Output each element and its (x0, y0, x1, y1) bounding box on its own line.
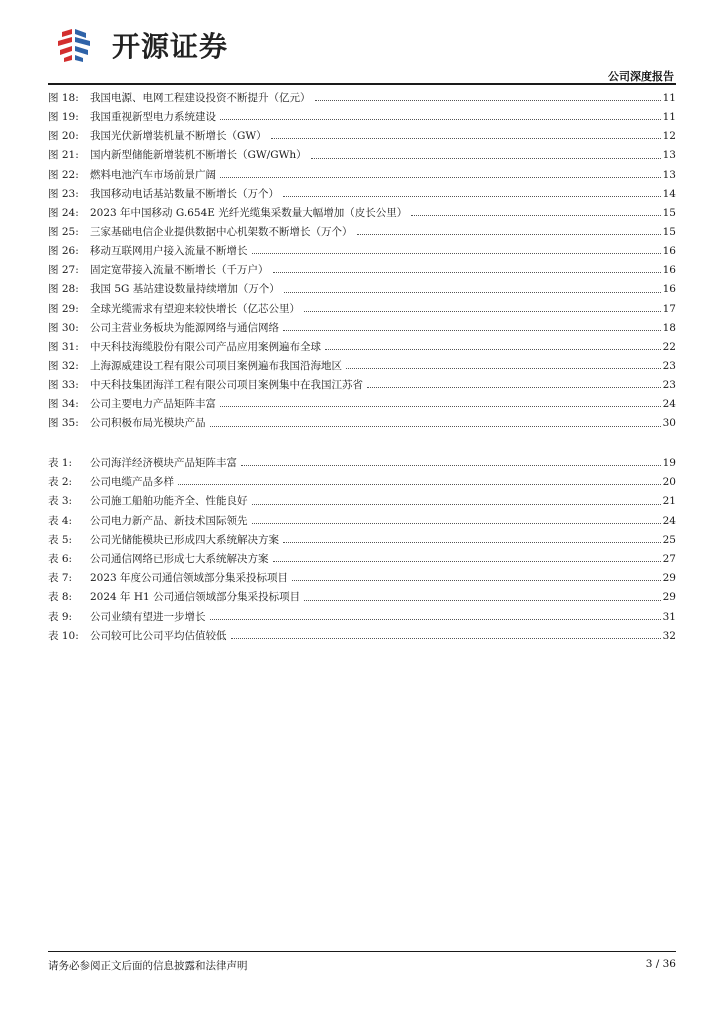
dot-leader (231, 638, 661, 639)
entry-number: 图 25: (48, 225, 79, 238)
entry-title: 国内新型储能新增装机不断增长（GW/GWh） (90, 149, 307, 162)
entry-number: 图 31: (48, 340, 79, 353)
entry-number: 图 21: (48, 149, 79, 162)
entry-number: 表 9: (48, 610, 73, 623)
entry-number: 图 19: (48, 111, 79, 124)
entry-title: 我国 5G 基站建设数量持续增加（万个） (90, 283, 280, 296)
dot-leader (220, 406, 661, 407)
entry-title: 移动互联网用户接入流量不断增长 (90, 245, 248, 258)
page-number: 3 / 36 (645, 958, 676, 970)
entry-page: 23 (662, 379, 676, 392)
figure-entry[interactable] (48, 223, 676, 242)
figure-entry[interactable] (48, 146, 676, 165)
entry-number: 图 34: (48, 398, 79, 411)
entry-page: 11 (662, 92, 676, 104)
table-entry[interactable] (48, 454, 676, 473)
entry-number: 表 7: (48, 572, 73, 585)
dot-leader (220, 177, 661, 178)
dot-leader (252, 523, 661, 524)
entry-number: 表 2: (48, 476, 73, 489)
table-entry[interactable] (48, 492, 676, 511)
entry-number: 表 5: (48, 533, 73, 546)
dot-leader (252, 504, 661, 505)
entry-page: 29 (662, 591, 676, 604)
entry-number: 图 26: (48, 245, 79, 258)
entry-title: 公司积极布局光模块产品 (90, 417, 206, 430)
entry-number: 表 4: (48, 514, 73, 527)
entry-number: 图 18: (48, 92, 79, 104)
dot-leader (241, 465, 661, 466)
entry-page: 13 (662, 168, 676, 181)
dot-leader (220, 119, 661, 120)
figure-entry[interactable] (48, 242, 676, 261)
dot-leader (271, 138, 661, 139)
entry-number: 表 8: (48, 591, 73, 604)
entry-page: 30 (662, 417, 676, 430)
entry-page: 12 (662, 130, 676, 143)
entry-title: 2023 年中国移动 G.654E 光纤光缆集采数量大幅增加（皮长公里） (90, 206, 408, 219)
entry-page: 27 (662, 552, 676, 565)
entry-page: 21 (662, 495, 676, 508)
entry-number: 图 29: (48, 302, 79, 315)
figure-entry[interactable] (48, 414, 676, 433)
dot-leader (284, 292, 661, 293)
company-logo (56, 26, 228, 64)
entry-number: 图 35: (48, 417, 79, 430)
entry-title: 上海源威建设工程有限公司项目案例遍布我国沿海地区 (90, 359, 342, 372)
page-header (48, 24, 676, 82)
entry-page: 31 (662, 610, 676, 623)
figure-entry[interactable] (48, 280, 676, 299)
figure-entry[interactable] (48, 204, 676, 223)
figure-entry[interactable] (48, 108, 676, 127)
entry-page: 23 (662, 359, 676, 372)
figure-entry[interactable] (48, 166, 676, 185)
figure-entry[interactable] (48, 319, 676, 338)
entry-number: 图 27: (48, 264, 79, 277)
entry-title: 我国重视新型电力系统建设 (90, 111, 216, 124)
entry-title: 中天科技集团海洋工程有限公司项目案例集中在我国江苏省 (90, 379, 363, 392)
entry-title: 公司通信网络已形成七大系统解决方案 (90, 552, 269, 565)
entry-page: 16 (662, 283, 676, 296)
dot-leader (304, 600, 661, 601)
entry-title: 我国光伏新增装机量不断增长（GW） (90, 130, 267, 143)
table-entry[interactable] (48, 531, 676, 550)
entry-page: 19 (662, 457, 676, 469)
entry-page: 18 (662, 321, 676, 334)
entry-page: 22 (662, 340, 676, 353)
entry-title: 燃料电池汽车市场前景广阔 (90, 168, 216, 181)
entry-title: 公司主要电力产品矩阵丰富 (90, 398, 216, 411)
entry-page: 24 (662, 514, 676, 527)
entry-page: 16 (662, 245, 676, 258)
dot-leader (252, 253, 661, 254)
entry-title: 固定宽带接入流量不断增长（千万户） (90, 264, 269, 277)
entry-number: 表 10: (48, 629, 79, 642)
entry-page: 29 (662, 572, 676, 585)
logo-text: 开源证券 (112, 30, 229, 63)
entry-number: 图 28: (48, 283, 79, 296)
entry-title: 公司海洋经济模块产品矩阵丰富 (90, 457, 237, 469)
dot-leader (315, 100, 661, 101)
dot-leader (210, 619, 661, 620)
entry-title: 三家基础电信企业提供数据中心机架数不断增长（万个） (90, 225, 353, 238)
figure-entry[interactable] (48, 376, 676, 395)
figure-index (48, 89, 676, 434)
entry-title: 公司业绩有望进一步增长 (90, 610, 206, 623)
dot-leader (210, 426, 661, 427)
entry-title: 公司主营业务板块为能源网络与通信网络 (90, 321, 279, 334)
dot-leader (283, 542, 661, 543)
table-entry[interactable] (48, 569, 676, 588)
dot-leader (311, 158, 661, 159)
entry-number: 图 22: (48, 168, 79, 181)
entry-number: 表 3: (48, 495, 73, 508)
entry-page: 20 (662, 476, 676, 489)
legal-disclaimer: 请务必参阅正文后面的信息披露和法律声明 (48, 960, 248, 972)
entry-page: 16 (662, 264, 676, 277)
figure-entry[interactable] (48, 300, 676, 319)
entry-title: 我国移动电话基站数量不断增长（万个） (90, 187, 279, 200)
entry-title: 我国电源、电网工程建设投资不断提升（亿元） (90, 92, 311, 104)
entry-number: 图 33: (48, 379, 79, 392)
entry-page: 15 (662, 225, 676, 238)
entry-number: 表 6: (48, 552, 73, 565)
report-type-label: 公司深度报告 (608, 70, 674, 83)
entry-page: 25 (662, 533, 676, 546)
dot-leader (292, 580, 661, 581)
dot-leader (411, 215, 660, 216)
entry-page: 15 (662, 206, 676, 219)
header-divider (48, 83, 676, 85)
entry-page: 17 (662, 302, 676, 315)
entry-number: 图 23: (48, 187, 79, 200)
table-index (48, 454, 676, 646)
entry-page: 13 (662, 149, 676, 162)
table-entry[interactable] (48, 473, 676, 492)
table-entry[interactable] (48, 588, 676, 607)
entry-title: 2023 年度公司通信领域部分集采投标项目 (90, 572, 289, 585)
dot-leader (325, 349, 661, 350)
entry-page: 32 (662, 629, 676, 642)
figure-entry[interactable] (48, 261, 676, 280)
entry-title: 中天科技海缆股份有限公司产品应用案例遍布全球 (90, 340, 321, 353)
entry-number: 表 1: (48, 457, 73, 469)
figure-entry[interactable] (48, 89, 676, 108)
entry-number: 图 20: (48, 130, 79, 143)
dot-leader (283, 330, 661, 331)
entry-number: 图 30: (48, 321, 79, 334)
footer-divider (48, 951, 676, 952)
entry-title: 公司施工船舶功能齐全、性能良好 (90, 495, 248, 508)
table-entry[interactable] (48, 512, 676, 531)
entry-title: 公司较可比公司平均估值较低 (90, 629, 227, 642)
figure-entry[interactable] (48, 185, 676, 204)
figure-entry[interactable] (48, 395, 676, 414)
entry-title: 公司电力新产品、新技术国际领先 (90, 514, 248, 527)
figure-entry[interactable] (48, 127, 676, 146)
logo-mark-icon (56, 27, 102, 63)
dot-leader (283, 196, 661, 197)
dot-leader (178, 484, 661, 485)
figure-entry[interactable] (48, 338, 676, 357)
table-entry[interactable] (48, 608, 676, 627)
dot-leader (367, 387, 661, 388)
entry-title: 2024 年 H1 公司通信领域部分集采投标项目 (90, 591, 301, 604)
table-entry[interactable] (48, 627, 676, 646)
dot-leader (346, 368, 661, 369)
dot-leader (273, 561, 661, 562)
dot-leader (304, 311, 661, 312)
table-entry[interactable] (48, 550, 676, 569)
entry-page: 14 (662, 187, 676, 200)
entry-page: 24 (662, 398, 676, 411)
entry-number: 图 24: (48, 206, 79, 219)
dot-leader (357, 234, 661, 235)
entry-title: 公司电缆产品多样 (90, 476, 174, 489)
entry-title: 公司光储能模块已形成四大系统解决方案 (90, 533, 279, 546)
entry-title: 全球光缆需求有望迎来较快增长（亿芯公里） (90, 302, 300, 315)
figure-entry[interactable] (48, 357, 676, 376)
entry-number: 图 32: (48, 359, 79, 372)
dot-leader (273, 272, 661, 273)
entry-page: 11 (662, 111, 676, 124)
